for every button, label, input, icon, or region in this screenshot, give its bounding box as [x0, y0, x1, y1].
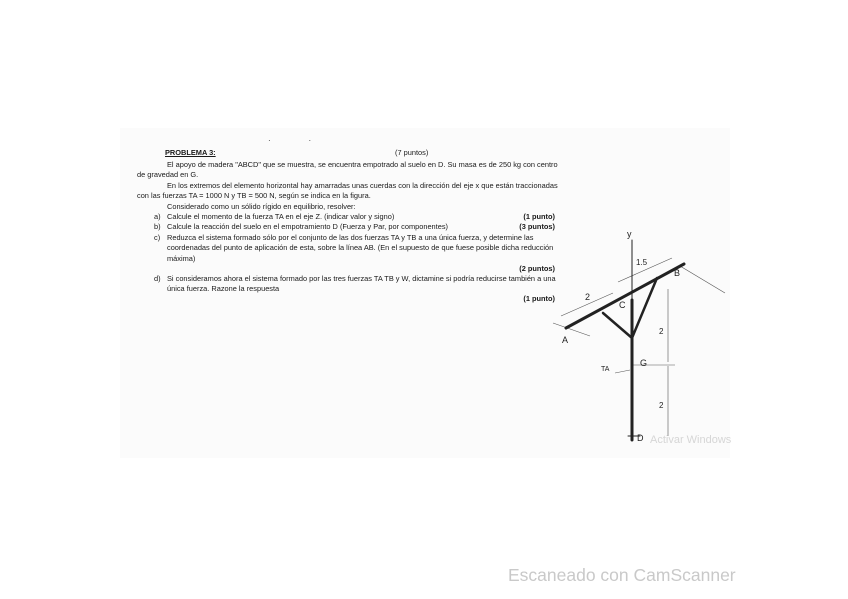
- label-c: C: [619, 300, 626, 310]
- label-d: D: [637, 433, 644, 443]
- paragraph-3: Considerado como un sólido rígido en equilibrio, resolver:: [167, 201, 356, 211]
- question-label: c): [154, 232, 161, 242]
- question-text: Si consideramos ahora el sistema formado por las tres fuerzas TA TB y W, dictamine si podría reducirse también a una única fuerza. Razone la respuesta: [167, 274, 556, 294]
- question-label: a): [154, 212, 161, 222]
- problem-points: (7 puntos): [395, 148, 429, 157]
- question-text: Calcule el momento de la fuerza TA en el eje Z. (indicar valor y signo): [167, 212, 395, 222]
- brace-left: [603, 313, 632, 338]
- label-b: B: [674, 268, 681, 278]
- question-points: (1 punto): [523, 294, 555, 304]
- scan-marks: · ·: [268, 136, 312, 145]
- camscanner-watermark: Escaneado con CamScanner: [508, 565, 736, 585]
- label-y: y: [627, 229, 632, 239]
- tension-line-right: [680, 266, 725, 293]
- dim-cb: 1.5: [636, 258, 648, 267]
- paragraph-1: El apoyo de madera "ABCD" que se muestra, se encuentra empotrado al suelo en D. Su masa es de 250 kg con centro de gravedad en G.: [137, 160, 558, 180]
- label-a: A: [562, 335, 569, 345]
- windows-activation-watermark: Activar Windows: [650, 434, 732, 446]
- question-points: (3 puntos): [519, 222, 555, 232]
- label-g: G: [640, 358, 648, 368]
- dim-upper: 2: [659, 327, 664, 336]
- dim-lower: 2: [659, 401, 664, 410]
- question-points: (2 puntos): [519, 263, 555, 273]
- question-text: Calcule la reacción del suelo en el empotramiento D (Fuerza y Par, por componentes): [167, 222, 448, 232]
- question-label: d): [154, 274, 161, 284]
- ta-arrow-line: [615, 370, 630, 373]
- question-label: b): [154, 222, 161, 232]
- question-text: Reduzca el sistema formado sólo por el conjunto de las dos fuerzas TA y TB a una única fuerza, y determine las coordenadas del punto de aplicación de esta, sobre la línea AB. (En el supuesto de que fuese posible dicha reducción máxima): [167, 232, 554, 263]
- paragraph-2: En los extremos del elemento horizontal hay amarradas unas cuerdas con la dirección del eje x que están traccionadas con las fuerzas TA = 1000 N y TB = 500 N, según se indica en la figura.: [137, 180, 558, 201]
- member-ab: [566, 264, 684, 328]
- dim-ac: 2: [585, 292, 591, 302]
- question-points: (1 punto): [523, 212, 555, 222]
- label-ta: TA: [601, 366, 610, 373]
- problem-title: PROBLEMA 3:: [165, 148, 216, 157]
